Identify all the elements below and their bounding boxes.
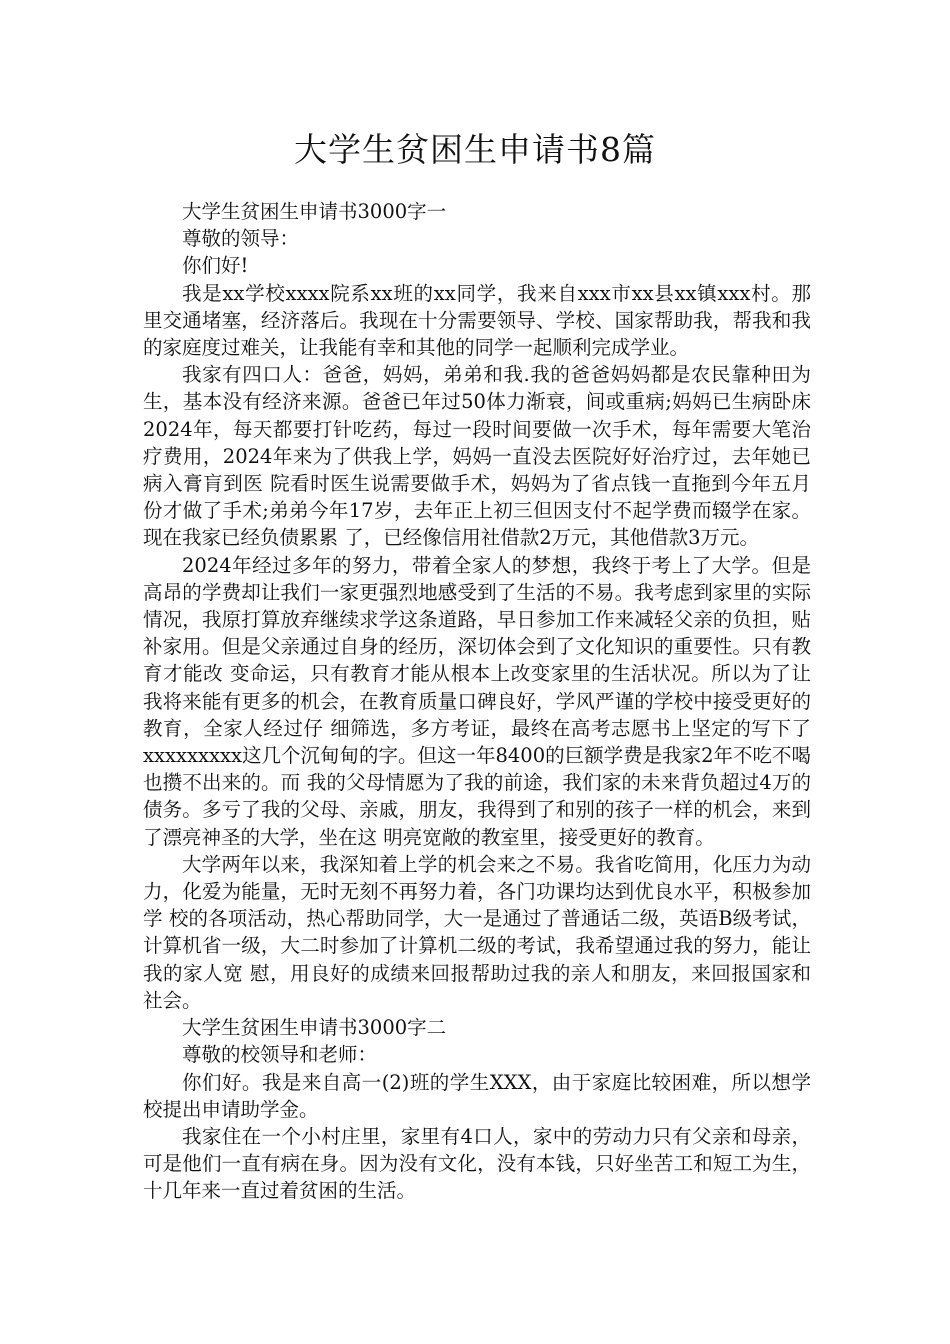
salutation-2: 尊敬的校领导和老师： — [182, 1043, 378, 1067]
body-paragraph: 你们好。我是来自高一(2)班的学生XXX，由于家庭比较困难，所以想学校提出申请助学金。 — [143, 1070, 811, 1121]
document-title: 大学生贫困生申请书8篇 — [294, 130, 656, 169]
body-paragraph: 我家有四口人：爸爸，妈妈，弟弟和我.我的爸爸妈妈都是农民靠种田为生，基本没有经济来源。爸爸已年过50体力渐衰，间或重病;妈妈已生病卧床 2024年，每天都要打针吃药，每过一段时间要做一次手术，每年需要大笔治疗费用，2024年来为了供我上学，妈妈一直没去医院好好治疗过，去年她已病入膏肓到医 院看时医生说需要做手术，妈妈为了省点钱一直拖到今年五月份才做了手术;弟弟今年17岁，去年正上初三但因支付不起学费而辍学在家。现在我家已经负债累累 了，已经像信用社借款2万元，其他借款3万元。 — [143, 363, 811, 550]
body-paragraph: 我是xx学校xxxx院系xx班的xx同学，我来自xxx市xx县xx镇xxx村。那里交通堵塞，经济落后。我现在十分需要领导、学校、国家帮助我，帮我和我的家庭度过难关，让我能有幸和其他的同学一起顺利完成学业。 — [143, 281, 811, 360]
section-heading-2: 大学生贫困生申请书3000字二 — [182, 1016, 447, 1040]
body-paragraph: 2024年经过多年的努力，带着全家人的梦想，我终于考上了大学。但是高昂的学费却让我们一家更强烈地感受到了生活的不易。我考虑到家里的实际 情况，我原打算放弃继续求学这条道路，早日参加工作来减轻父亲的负担，贴补家用。但是父亲通过自身的经历，深切体会到了文化知识的重要性。只有教育才能改 变命运，只有教育才能从根本上改变家里的生活状况。所以为了让我将来能有更多的机会，在教育质量口碑良好，学风严谨的学校中接受更好的教育，全家人经过仔 细筛选，多方考证，最终在高考志愿书上坚定的写下了xxxxxxxxx这几个沉甸甸的字。但这一年8400的巨额学费是我家2年不吃不喝也攒不出来的。而 我的父母情愿为了我的前途，我们家的未来背负超过4万的债务。多亏了我的父母、亲戚，朋友，我得到了和别的孩子一样的机会，来到了漂亮神圣的大学，坐在这 明亮宽敞的教室里，接受更好的教育。 — [143, 553, 812, 849]
greeting-1: 你们好! — [182, 254, 249, 278]
section-heading-1: 大学生贫困生申请书3000字一 — [182, 200, 447, 223]
salutation-1: 尊敬的领导： — [182, 227, 300, 251]
body-paragraph: 大学两年以来，我深知着上学的机会来之不易。我省吃简用，化压力为动力，化爱为能量，无时无刻不再努力着，各门功课均达到优良水平，积极参加学 校的各项活动，热心帮助同学，大一是通过了普通话二级，英语B级考试，计算机省一级，大二时参加了计算机二级的考试，我希望通过我的努力，能让我的家人宽 慰，用良好的成绩来回报帮助过我的亲人和朋友，来回报国家和社会。 — [143, 852, 811, 1012]
body-paragraph: 我家住在一个小村庄里，家里有4口人，家中的劳动力只有父亲和母亲，可是他们一直有病在身。因为没有文化，没有本钱，只好坐苦工和短工为生，十几年来一直过着贫困的生活。 — [143, 1124, 811, 1203]
document-body — [143, 198, 811, 1205]
